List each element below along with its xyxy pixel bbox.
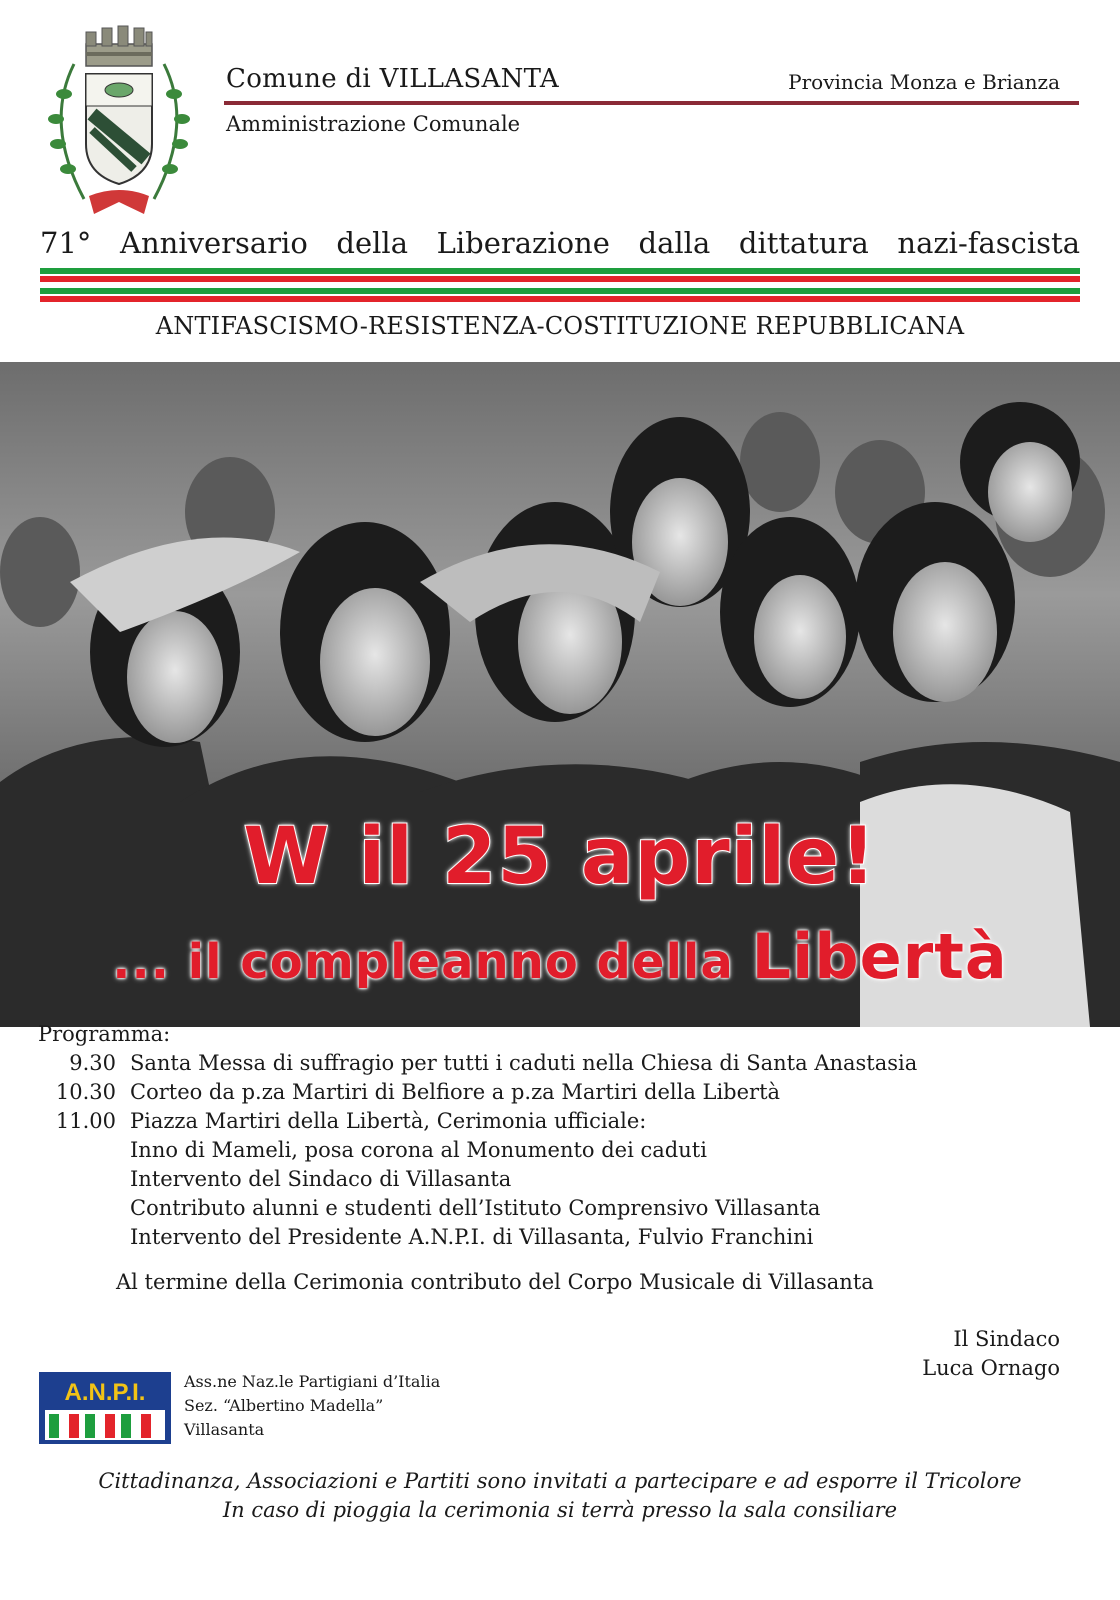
anniversary-title: 71° Anniversario della Liberazione dalla dittatura nazi-fascista [40, 226, 1080, 260]
subheadline-prefix: ... il compleanno della [112, 934, 734, 990]
anpi-line3: Villasanta [184, 1420, 265, 1439]
crown-icon [86, 26, 152, 66]
programma-time: 11.00 [55, 1109, 116, 1133]
amministrazione-label: Amministrazione Comunale [226, 112, 521, 136]
programma-time [38, 1223, 130, 1252]
programma-text: Contributo alunni e studenti dell’Istituto Comprensivo Villasanta [130, 1196, 821, 1220]
programma-row [38, 1223, 917, 1252]
footer-note [0, 1467, 1120, 1525]
programma-time [38, 1136, 130, 1165]
comune-title: Comune di VILLASANTA [226, 64, 559, 94]
programma-time [38, 1194, 130, 1223]
programma-row [38, 1107, 917, 1136]
subheadline [0, 920, 1120, 993]
termine-note: Al termine della Cerimonia contributo del Corpo Musicale di Villasanta [116, 1270, 874, 1294]
programma-text: Inno di Mameli, posa corona al Monumento dei caduti [130, 1138, 707, 1162]
sindaco-name: Luca Ornago [922, 1356, 1060, 1380]
tricolore-stripe-red-2 [40, 296, 1080, 302]
anpi-logo [39, 1372, 171, 1444]
header-divider [224, 101, 1079, 105]
anpi-line2: Sez. “Albertino Madella” [184, 1396, 384, 1415]
italian-flag-icon [49, 1414, 151, 1438]
footer-line1: Cittadinanza, Associazioni e Partiti sono invitati a partecipare e ad esporre il Tricolore [98, 1469, 1022, 1493]
programma-section [38, 1020, 917, 1252]
tricolore-stripe-green-2 [40, 288, 1080, 294]
programma-text: Intervento del Presidente A.N.P.I. di Villasanta, Fulvio Franchini [130, 1225, 814, 1249]
theme-line: ANTIFASCISMO-RESISTENZA-COSTITUZIONE REPUBBLICANA [155, 312, 965, 340]
programma-title: Programma: [38, 1022, 171, 1046]
sindaco-role: Il Sindaco [953, 1327, 1060, 1351]
programma-row [38, 1078, 917, 1107]
programma-time: 9.30 [69, 1051, 116, 1075]
signature-block [922, 1325, 1060, 1383]
anpi-text [184, 1370, 440, 1442]
anpi-line1: Ass.ne Naz.le Partigiani d’Italia [184, 1372, 441, 1391]
programma-text: Santa Messa di suffragio per tutti i caduti nella Chiesa di Santa Anastasia [130, 1051, 918, 1075]
comune-crest-emblem [34, 24, 204, 220]
headline: W il 25 aprile! [243, 812, 877, 902]
subheadline-emphasis: Libertà [751, 920, 1008, 993]
programma-row [38, 1194, 917, 1223]
provincia-label: Provincia Monza e Brianza [788, 70, 1060, 94]
programma-row [38, 1136, 917, 1165]
programma-text: Piazza Martiri della Libertà, Cerimonia ufficiale: [130, 1109, 647, 1133]
programma-time [38, 1165, 130, 1194]
tricolore-stripe-red [40, 276, 1080, 282]
anpi-logo-text: A.N.P.I. [64, 1379, 146, 1406]
programma-text: Corteo da p.za Martiri di Belfiore a p.za Martiri della Libertà [130, 1080, 781, 1104]
tricolore-stripe-green [40, 268, 1080, 274]
shield-icon [86, 74, 152, 184]
programma-text: Intervento del Sindaco di Villasanta [130, 1167, 512, 1191]
footer-line2: In caso di pioggia la cerimonia si terrà presso la sala consiliare [222, 1498, 898, 1522]
programma-row [38, 1165, 917, 1194]
ribbon-icon [89, 190, 149, 214]
programma-time: 10.30 [55, 1080, 116, 1104]
programma-row [38, 1049, 917, 1078]
